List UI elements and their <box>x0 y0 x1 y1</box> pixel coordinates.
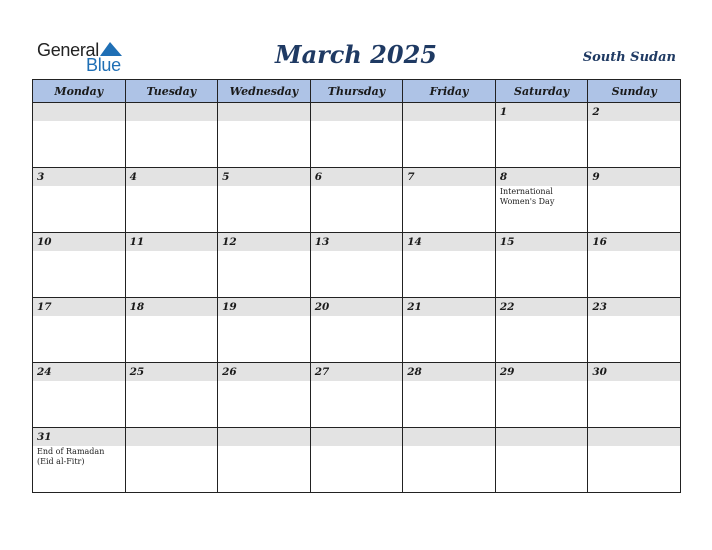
day-cell-header <box>311 168 403 186</box>
day-number: 8 <box>499 171 508 183</box>
day-cell-header <box>403 103 495 121</box>
day-cell-header <box>311 103 403 121</box>
day-cell-header <box>218 233 310 251</box>
day-cell <box>33 298 126 363</box>
day-cell <box>218 233 311 298</box>
day-number: 14 <box>407 236 422 248</box>
day-cell-header <box>33 168 125 186</box>
day-cell-header <box>588 103 680 121</box>
day-cell-header <box>311 298 403 316</box>
weekday-header: Friday <box>403 80 496 103</box>
week-row <box>33 233 681 298</box>
day-number: 31 <box>37 431 52 443</box>
holiday-label <box>33 251 125 252</box>
week-row <box>33 428 681 493</box>
day-number: 16 <box>592 236 607 248</box>
holiday-label <box>33 316 125 317</box>
day-cell <box>218 103 311 168</box>
day-cell <box>33 168 126 233</box>
day-number: 10 <box>37 236 52 248</box>
day-number: 15 <box>499 236 515 248</box>
day-cell <box>218 298 311 363</box>
day-cell-header <box>218 428 310 446</box>
country-label: South Sudan <box>582 50 676 65</box>
day-number: 25 <box>129 366 145 378</box>
day-cell <box>33 363 126 428</box>
day-cell <box>495 363 588 428</box>
day-cell <box>403 103 496 168</box>
day-number: 12 <box>222 236 237 248</box>
day-cell-header <box>126 103 218 121</box>
day-cell <box>310 168 403 233</box>
holiday-label <box>126 446 218 447</box>
weekday-header: Sunday <box>588 80 681 103</box>
day-cell-header <box>126 298 218 316</box>
day-number: 17 <box>37 301 52 313</box>
day-number: 5 <box>222 171 230 183</box>
day-number: 27 <box>314 366 330 378</box>
holiday-label <box>126 186 218 187</box>
day-cell <box>588 428 681 493</box>
day-cell <box>310 103 403 168</box>
day-cell <box>495 103 588 168</box>
day-number: 3 <box>37 171 45 183</box>
day-cell-header <box>588 233 680 251</box>
holiday-label <box>496 381 588 382</box>
weekday-header: Monday <box>33 80 126 103</box>
day-cell <box>125 233 218 298</box>
day-number: 30 <box>592 366 607 378</box>
day-cell <box>588 168 681 233</box>
day-cell-header <box>33 103 125 121</box>
day-number: 19 <box>222 301 237 313</box>
holiday-label <box>311 316 403 317</box>
weekday-header: Saturday <box>495 80 588 103</box>
day-cell <box>33 428 126 493</box>
logo-word-blue: Blue <box>86 55 121 75</box>
day-cell <box>403 428 496 493</box>
holiday-label <box>496 251 588 252</box>
holiday-label <box>126 316 218 317</box>
day-cell-header <box>33 363 125 381</box>
day-cell-header <box>496 233 588 251</box>
day-cell-header <box>33 428 125 446</box>
day-cell <box>495 428 588 493</box>
day-cell <box>310 363 403 428</box>
day-cell <box>588 233 681 298</box>
day-cell <box>588 363 681 428</box>
day-cell <box>310 298 403 363</box>
day-number: 7 <box>407 171 415 183</box>
day-number: 6 <box>314 171 322 183</box>
holiday-label <box>496 316 588 317</box>
holiday-label <box>218 186 310 187</box>
day-cell-header <box>496 103 588 121</box>
day-number: 29 <box>499 366 515 378</box>
day-cell-header <box>126 363 218 381</box>
holiday-label <box>218 316 310 317</box>
holiday-label <box>403 251 495 252</box>
weekday-header: Thursday <box>310 80 403 103</box>
day-cell-header <box>218 168 310 186</box>
day-cell-header <box>588 363 680 381</box>
day-cell-header <box>311 428 403 446</box>
calendar-title: March 2025 <box>275 40 437 69</box>
day-cell <box>218 363 311 428</box>
holiday-label: International Women's Day <box>499 187 555 206</box>
day-cell-header <box>588 428 680 446</box>
day-cell <box>588 298 681 363</box>
day-cell-header <box>496 428 588 446</box>
day-number: 4 <box>129 171 137 183</box>
week-row <box>33 298 681 363</box>
day-number: 23 <box>592 301 607 313</box>
day-number: 26 <box>222 366 237 378</box>
holiday-label <box>496 446 588 447</box>
day-cell <box>218 428 311 493</box>
day-cell <box>125 103 218 168</box>
weekday-header: Wednesday <box>218 80 311 103</box>
day-number: 9 <box>592 171 600 183</box>
day-cell-header <box>126 233 218 251</box>
day-cell <box>33 233 126 298</box>
holiday-label <box>33 186 125 187</box>
holiday-label <box>311 186 403 187</box>
day-number: 28 <box>407 366 422 378</box>
calendar-grid <box>32 79 681 493</box>
day-cell-header <box>218 363 310 381</box>
day-cell-header <box>588 298 680 316</box>
holiday-label <box>496 121 588 122</box>
holiday-label <box>33 381 125 382</box>
holiday-label <box>311 121 403 122</box>
holiday-label <box>218 121 310 122</box>
holiday-label <box>588 446 680 447</box>
day-cell <box>403 168 496 233</box>
day-cell-header <box>33 298 125 316</box>
holiday-label <box>588 251 680 252</box>
day-cell <box>310 233 403 298</box>
day-cell-header <box>126 168 218 186</box>
holiday-label <box>218 381 310 382</box>
day-cell-header <box>403 233 495 251</box>
day-cell <box>33 103 126 168</box>
day-cell-header <box>496 168 588 186</box>
day-cell-header <box>403 428 495 446</box>
holiday-label <box>218 446 310 447</box>
holiday-label <box>126 381 218 382</box>
day-cell-header <box>33 233 125 251</box>
day-cell-header <box>496 363 588 381</box>
day-cell <box>588 103 681 168</box>
day-cell-header <box>403 363 495 381</box>
day-cell <box>218 168 311 233</box>
holiday-label <box>403 121 495 122</box>
day-cell-header <box>403 168 495 186</box>
day-number: 24 <box>37 366 52 378</box>
holiday-label <box>33 121 125 122</box>
holiday-label <box>403 316 495 317</box>
holiday-label <box>588 316 680 317</box>
holiday-label <box>311 251 403 252</box>
holiday-label <box>311 381 403 382</box>
day-number: 11 <box>129 236 145 248</box>
holiday-label <box>403 446 495 447</box>
day-cell-header <box>311 363 403 381</box>
weekday-header: Tuesday <box>125 80 218 103</box>
day-number: 18 <box>129 301 145 313</box>
day-cell <box>403 298 496 363</box>
day-cell <box>403 233 496 298</box>
day-cell-header <box>311 233 403 251</box>
day-number: 13 <box>314 236 330 248</box>
weekday-header-row <box>33 80 681 103</box>
holiday-label <box>403 186 495 187</box>
day-cell-header <box>126 428 218 446</box>
day-number: 1 <box>499 106 508 118</box>
holiday-label <box>588 121 680 122</box>
day-cell-header <box>496 298 588 316</box>
day-cell <box>125 363 218 428</box>
holiday-label <box>218 251 310 252</box>
day-cell <box>125 298 218 363</box>
day-cell-header <box>218 103 310 121</box>
day-number: 2 <box>592 106 600 118</box>
holiday-label <box>126 251 218 252</box>
day-cell <box>125 168 218 233</box>
day-cell <box>495 298 588 363</box>
day-cell <box>310 428 403 493</box>
day-cell <box>495 168 588 233</box>
holiday-label <box>588 186 680 187</box>
week-row <box>33 103 681 168</box>
week-row <box>33 363 681 428</box>
logo-word-general: General <box>37 40 99 60</box>
day-cell-header <box>588 168 680 186</box>
holiday-label: End of Ramadan (Eid al-Fitr) <box>37 447 105 466</box>
holiday-label <box>311 446 403 447</box>
holiday-label <box>126 121 218 122</box>
holiday-label <box>403 381 495 382</box>
day-number: 20 <box>314 301 330 313</box>
day-cell <box>403 363 496 428</box>
day-cell <box>495 233 588 298</box>
week-row <box>33 168 681 233</box>
holiday-label <box>588 381 680 382</box>
day-cell-header <box>403 298 495 316</box>
day-number: 22 <box>499 301 515 313</box>
day-cell <box>125 428 218 493</box>
day-cell-header <box>218 298 310 316</box>
day-number: 21 <box>407 301 422 313</box>
